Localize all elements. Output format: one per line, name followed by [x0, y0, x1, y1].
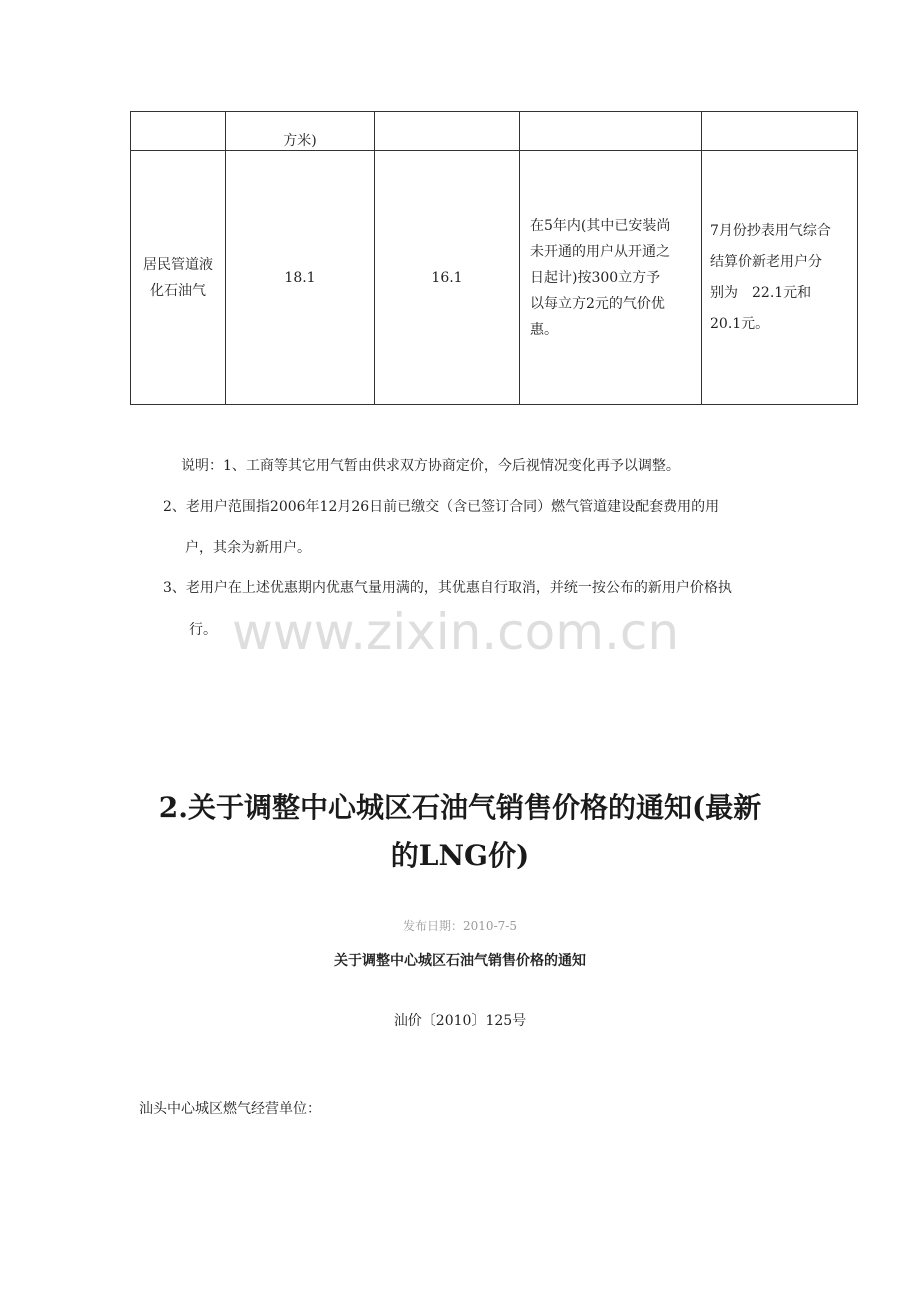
publish-date: 发布日期：2010-7-5 — [403, 919, 517, 933]
gas-category-line: 化石油气 — [150, 282, 206, 299]
price-b-cell — [375, 151, 520, 405]
table-cell — [131, 112, 226, 151]
discount-note-line: 以每立方2元的气价优 — [530, 295, 665, 312]
table-cell — [520, 112, 702, 151]
notice-subheading: 关于调整中心城区石油气销售价格的通知 — [334, 953, 586, 969]
article-title-line-1: 2.关于调整中心城区石油气销售价格的通知(最新 — [158, 791, 762, 824]
settlement-note-line: 20.1元。 — [710, 315, 770, 332]
price-b-value: 16.1 — [431, 269, 463, 286]
price-table — [130, 111, 858, 405]
discount-note-line: 日起计)按300立方予 — [530, 269, 661, 286]
note-line-2: 2、老用户范围指2006年12月26日前已缴交（含已签订合同）燃气管道建设配套费用的用 — [163, 499, 720, 515]
gas-category-line: 居民管道液 — [143, 256, 213, 273]
price-a-cell — [226, 151, 375, 405]
note-line-3: 3、老用户在上述优惠期内优惠气量用满的，其优惠自行取消，并统一按公布的新用户价格执 — [163, 580, 732, 596]
table-cell-unit: 方米) — [226, 112, 375, 151]
discount-note-line: 惠。 — [530, 321, 558, 338]
table-cell — [375, 112, 520, 151]
settlement-note-cell — [702, 151, 858, 405]
gas-category-cell — [131, 151, 226, 405]
document-number: 汕价〔2010〕125号 — [393, 1013, 527, 1029]
watermark: www.zixin.com.cn — [232, 603, 680, 661]
note-line-3-cont: 行。 — [189, 622, 217, 638]
discount-note-line: 未开通的用户从开通之 — [530, 243, 670, 260]
article-title-line-2: 的LNG价) — [390, 839, 530, 872]
settlement-note-line: 7月份抄表用气综合 — [710, 222, 831, 239]
table-cell — [702, 112, 858, 151]
note-line-2-cont: 户，其余为新用户。 — [185, 540, 311, 556]
price-a-value: 18.1 — [284, 269, 316, 286]
discount-note-line: 在5年内(其中已安装尚 — [530, 217, 671, 234]
table-row — [131, 151, 858, 405]
settlement-note-line: 别为 22.1元和 — [710, 284, 812, 301]
discount-note-cell — [520, 151, 702, 405]
settlement-note-line: 结算价新老用户分 — [710, 253, 822, 270]
addressee: 汕头中心城区燃气经营单位： — [139, 1101, 321, 1117]
note-line-1: 说明：1、工商等其它用气暂由供求双方协商定价，今后视情况变化再予以调整。 — [181, 458, 680, 474]
table-row — [131, 112, 858, 151]
